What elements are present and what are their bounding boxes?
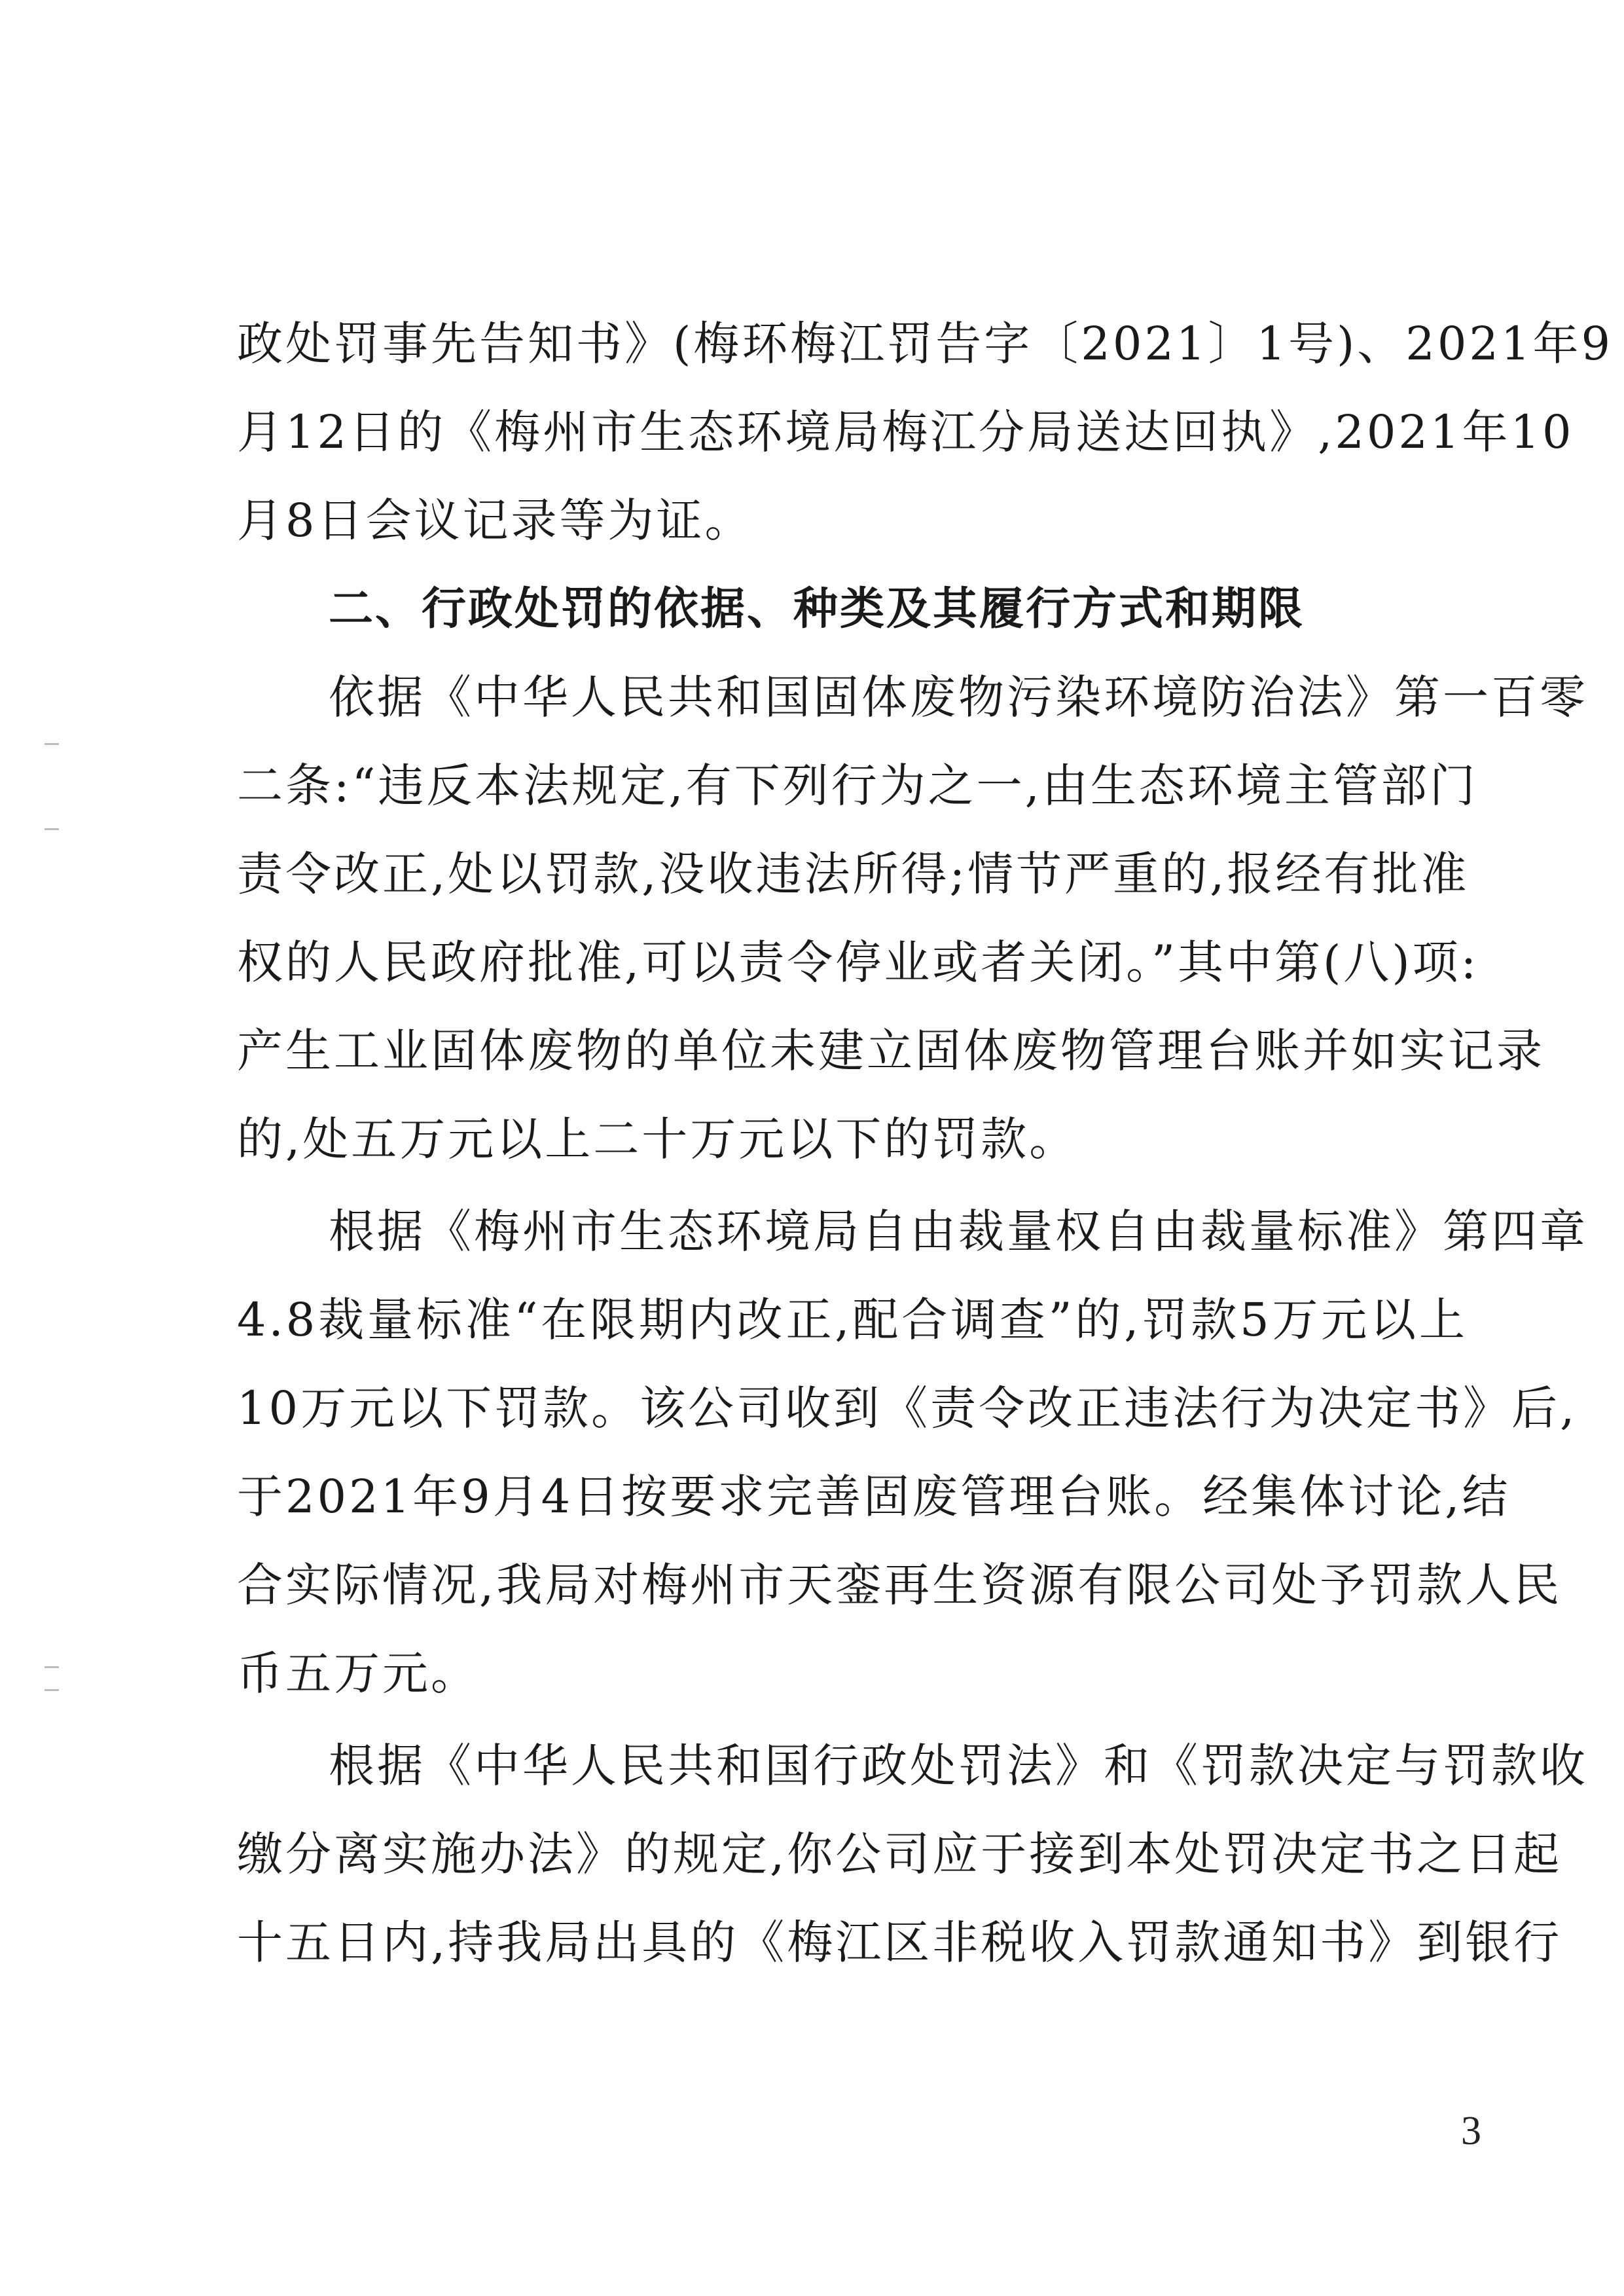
text-line: 二条:“违反本法规定,有下列行为之一,由生态环境主管部门 [237,759,1478,812]
page-number: 3 [1461,2109,1481,2153]
text-line: 责令改正,处以罚款,没收违法所得;情节严重的,报经有批准 [237,847,1470,901]
text-line: 权的人民政府批准,可以责令停业或者关闭。”其中第(八)项: [237,936,1479,989]
text-line: 产生工业固体废物的单位未建立固体废物管理台账并如实记录 [237,1024,1545,1078]
margin-mark [45,828,59,830]
text-line: 根据《梅州市生态环境局自由裁量权自由裁量标准》第四章 [329,1205,1588,1258]
text-line: 根据《中华人民共和国行政处罚法》和《罚款决定与罚款收 [329,1739,1588,1793]
margin-mark [45,1689,59,1691]
text-line: 月12日的《梅州市生态环境局梅江分局送达回执》,2021年10 [237,405,1574,459]
margin-mark [45,1666,59,1668]
paragraph-payment-method [237,1722,1588,1987]
text-line: 于2021年9月4日按要求完善固废管理台账。经集体讨论,结 [237,1470,1511,1523]
text-line: 的,处五万元以上二十万元以下的罚款。 [237,1112,1078,1166]
paragraph-evidence [237,300,1613,565]
paragraph-legal-basis [237,653,1588,1184]
text-line: 合实际情况,我局对梅州市天銮再生资源有限公司处予罚款人民 [237,1558,1562,1612]
document-body [237,300,1613,1987]
text-line: 缴分离实施办法》的规定,你公司应于接到本处罚决定书之日起 [237,1827,1562,1881]
text-line: 币五万元。 [237,1647,479,1700]
text-line: 政处罚事先告知书》(梅环梅江罚告字〔2021〕1号)、2021年9 [237,317,1613,371]
text-line: 十五日内,持我局出具的《梅江区非税收入罚款通知书》到银行 [237,1916,1562,1969]
text-line: 4.8裁量标准“在限期内改正,配合调查”的,罚款5万元以上 [237,1293,1468,1347]
margin-mark [45,743,59,745]
text-line: 月8日会议记录等为证。 [237,494,753,547]
text-line: 依据《中华人民共和国固体废物污染环境防治法》第一百零 [329,670,1588,724]
paragraph-discretion-standard [237,1188,1588,1718]
section-heading: 二、行政处罚的依据、种类及其履行方式和期限 [329,583,1305,635]
text-line: 10万元以下罚款。该公司收到《责令改正违法行为决定书》后, [237,1381,1578,1435]
